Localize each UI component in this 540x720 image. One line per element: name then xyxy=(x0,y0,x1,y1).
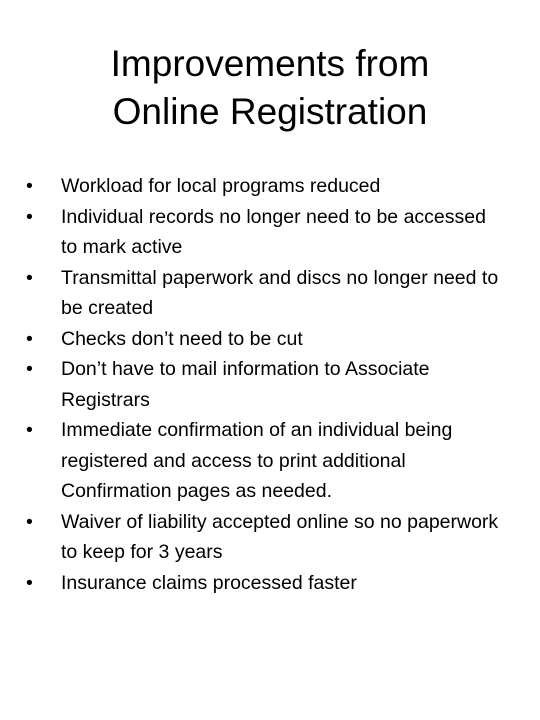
bullet-text: Insurance claims processed faster xyxy=(61,571,357,594)
slide-title-line-2: Online Registration xyxy=(112,91,428,132)
bullet-item-insurance-claims xyxy=(26,568,506,599)
bullet-item-individual-records xyxy=(26,202,506,263)
bullet-icon: • xyxy=(26,327,33,350)
bullet-text: Waiver of liability accepted online so no paperwork to keep for 3 years xyxy=(61,510,499,563)
bullet-item-immediate-confirmation xyxy=(26,415,506,507)
bullet-text: Don’t have to mail information to Associate Registrars xyxy=(61,358,430,411)
bullet-list xyxy=(26,171,506,598)
bullet-icon: • xyxy=(26,510,33,533)
bullet-text: Workload for local programs reduced xyxy=(61,175,381,197)
bullet-text: Immediate confirmation of an individual being registered and access to print additional Confirmation pages as needed. xyxy=(61,419,453,502)
bullet-item-waiver-of-liability xyxy=(26,507,506,568)
bullet-text: Transmittal paperwork and discs no longer need to be created xyxy=(61,266,499,319)
bullet-text: Individual records no longer need to be accessed to mark active xyxy=(61,205,486,258)
bullet-text: Checks don’t need to be cut xyxy=(61,327,303,350)
bullet-icon: • xyxy=(26,205,33,228)
bullet-item-checks xyxy=(26,324,506,355)
slide-title xyxy=(20,40,520,136)
bullet-item-transmittal-paperwork xyxy=(26,263,506,324)
bullet-icon: • xyxy=(26,266,33,289)
slide-title-line-1: Improvements from xyxy=(110,43,430,84)
bullet-icon: • xyxy=(26,571,33,594)
bullet-item-mail-information xyxy=(26,354,506,415)
bullet-item-workload xyxy=(26,171,506,202)
bullet-icon: • xyxy=(26,175,33,197)
bullet-icon: • xyxy=(26,419,33,441)
bullet-icon: • xyxy=(26,358,33,380)
